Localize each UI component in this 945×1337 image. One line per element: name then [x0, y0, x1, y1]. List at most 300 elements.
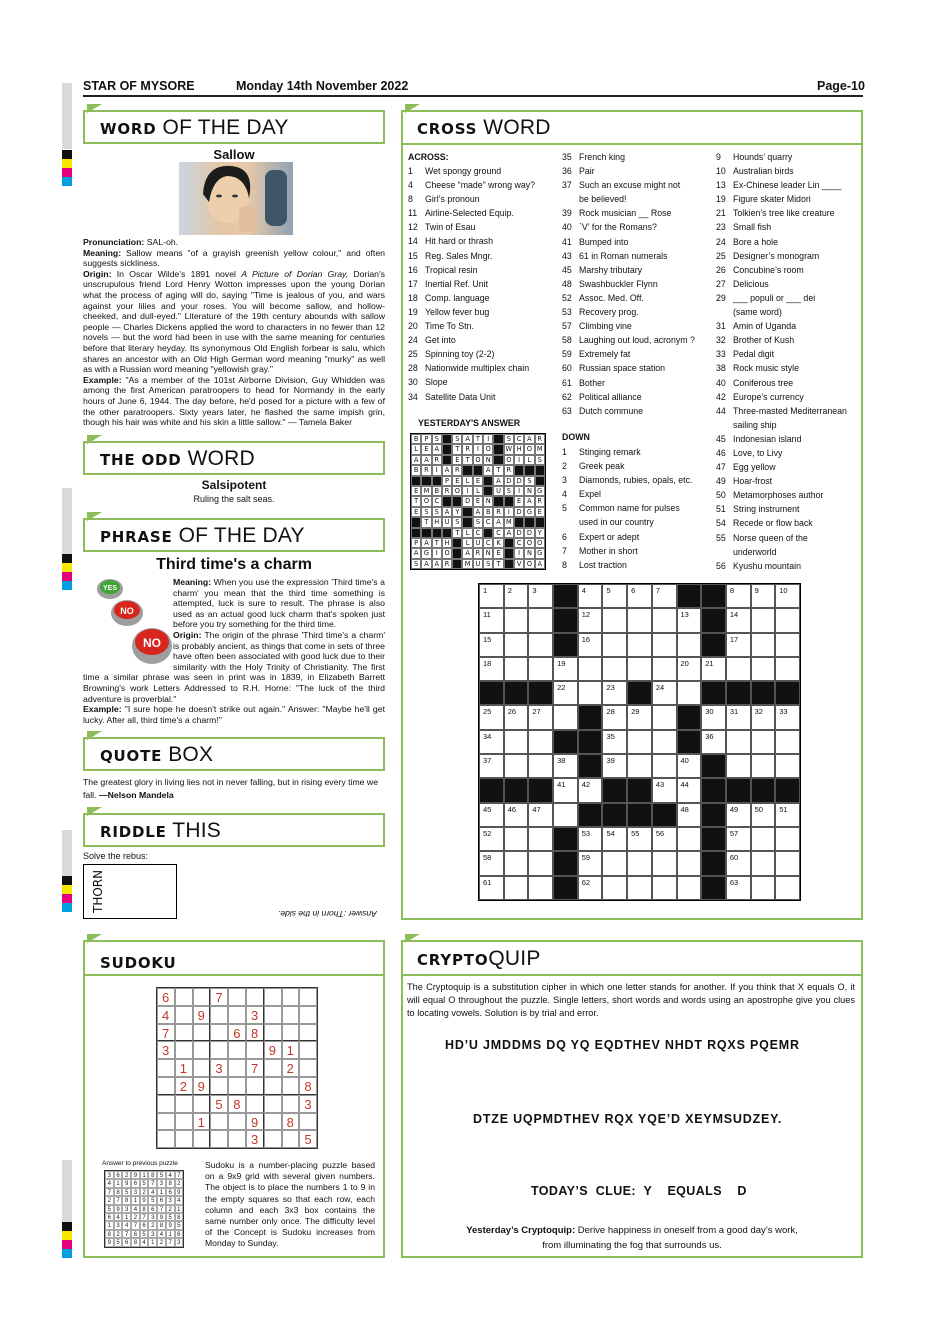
crossword-cell[interactable]	[528, 827, 553, 851]
crossword-cell[interactable]: 17	[726, 633, 751, 657]
crossword-cell[interactable]	[504, 633, 529, 657]
crossword-cell[interactable]	[627, 657, 652, 681]
sudoku-cell[interactable]	[282, 1077, 300, 1095]
crossword-cell[interactable]: 38	[553, 754, 578, 778]
crossword-cell[interactable]	[775, 633, 800, 657]
crossword-cell[interactable]	[751, 657, 776, 681]
crossword-cell[interactable]: 23	[602, 681, 627, 705]
crossword-cell[interactable]	[751, 754, 776, 778]
sudoku-cell[interactable]	[246, 1077, 264, 1095]
sudoku-cell[interactable]: 1	[175, 1059, 193, 1077]
crossword-cell[interactable]	[775, 876, 800, 900]
sudoku-cell[interactable]	[228, 1006, 246, 1024]
sudoku-cell[interactable]	[264, 1095, 282, 1113]
crossword-cell[interactable]: 43	[652, 778, 677, 802]
answer-cell: L	[473, 486, 483, 496]
sudoku-cell[interactable]	[299, 1006, 317, 1024]
answer-cell: S	[483, 559, 493, 569]
crossword-cell[interactable]	[627, 876, 652, 900]
flag-icon	[87, 512, 102, 521]
sudoku-cell[interactable]	[228, 1059, 246, 1077]
crossword-cell[interactable]: 59	[578, 851, 603, 875]
clue-item: 45 Marshy tributary	[562, 264, 643, 275]
previous-sudoku-cell: 4	[122, 1221, 131, 1229]
crossword-cell[interactable]	[652, 754, 677, 778]
sudoku-cell[interactable]	[264, 1113, 282, 1131]
crossword-cell[interactable]: 39	[602, 754, 627, 778]
crossword-cell	[701, 803, 726, 827]
clue-item: 52 Assoc. Med. Off.	[562, 292, 644, 303]
answer-cell: O	[452, 486, 462, 496]
crossword-cell[interactable]	[504, 876, 529, 900]
crossword-cell[interactable]	[751, 633, 776, 657]
crossword-cell[interactable]: 41	[553, 778, 578, 802]
previous-sudoku-cell: 6	[131, 1230, 140, 1238]
crossword-cell[interactable]: 45	[479, 803, 504, 827]
crossword-cell	[553, 730, 578, 754]
sudoku-cell[interactable]	[193, 988, 211, 1006]
clue-item: 27 Delicious	[716, 278, 769, 289]
crossword-cell[interactable]: 14	[726, 608, 751, 632]
crossword-cell[interactable]	[553, 705, 578, 729]
previous-sudoku-cell: 3	[166, 1196, 175, 1204]
crossword-cell[interactable]	[627, 754, 652, 778]
crossword-cell[interactable]	[677, 876, 702, 900]
crossword-cell[interactable]	[602, 608, 627, 632]
crossword-cell[interactable]	[627, 608, 652, 632]
crossword-cell[interactable]: 15	[479, 633, 504, 657]
sudoku-cell[interactable]	[157, 1113, 175, 1131]
crossword-cell[interactable]: 51	[775, 803, 800, 827]
clue-item: sailing ship	[733, 419, 777, 430]
crossword-cell[interactable]: 13	[677, 608, 702, 632]
crossword-cell	[578, 730, 603, 754]
crossword-cell[interactable]: 30	[701, 705, 726, 729]
previous-sudoku-cell: 1	[175, 1205, 184, 1213]
crossword-cell[interactable]: 19	[553, 657, 578, 681]
sudoku-cell[interactable]	[264, 1059, 282, 1077]
answer-cell: A	[411, 548, 421, 558]
crossword-cell[interactable]	[652, 633, 677, 657]
sudoku-cell[interactable]: 7	[246, 1059, 264, 1077]
crossword-cell[interactable]: 58	[479, 851, 504, 875]
crossword-cell[interactable]: 5	[602, 584, 627, 608]
flag-icon	[87, 731, 102, 740]
crossword-cell[interactable]: 16	[578, 633, 603, 657]
sudoku-cell[interactable]	[299, 1024, 317, 1042]
crossword-cell[interactable]: 49	[726, 803, 751, 827]
crossword-cell[interactable]	[602, 876, 627, 900]
answer-cell: R	[452, 465, 462, 475]
sudoku-cell[interactable]	[193, 1095, 211, 1113]
answer-cell: E	[452, 455, 462, 465]
sudoku-cell[interactable]	[282, 1006, 300, 1024]
sudoku-cell[interactable]: 1	[193, 1113, 211, 1131]
crossword-cell[interactable]	[504, 851, 529, 875]
answer-cell: C	[432, 496, 442, 506]
crossword-cell[interactable]	[504, 730, 529, 754]
crossword-cell[interactable]: 54	[602, 827, 627, 851]
crossword-cell[interactable]	[528, 876, 553, 900]
crossword-cell[interactable]: 6	[627, 584, 652, 608]
crossword-cell[interactable]: 27	[528, 705, 553, 729]
sudoku-cell[interactable]: 9	[264, 1041, 282, 1059]
answer-cell: S	[535, 455, 545, 465]
clue-item: 31 Amin of Uganda	[716, 321, 797, 332]
clue-item: 6 Expert or adept	[562, 531, 640, 542]
previous-sudoku-cell: 3	[175, 1238, 184, 1246]
crossword-cell[interactable]	[627, 730, 652, 754]
sudoku-cell[interactable]	[246, 988, 264, 1006]
answer-cell: K	[493, 538, 503, 548]
answer-cell: S	[452, 517, 462, 527]
clue-item: 40 Coniferous tree	[716, 377, 794, 388]
clue-item: 24 Bore a hole	[716, 236, 778, 247]
previous-sudoku-cell: 1	[131, 1196, 140, 1204]
sudoku-cell[interactable]	[175, 1095, 193, 1113]
sudoku-cell[interactable]: 5	[210, 1095, 228, 1113]
crossword-cell[interactable]	[602, 657, 627, 681]
clue-item: 24 Get into	[408, 335, 456, 346]
crossword-cell[interactable]: 8	[726, 584, 751, 608]
crossword-cell[interactable]	[528, 730, 553, 754]
answer-cell: S	[421, 507, 431, 517]
crossword-cell[interactable]: 57	[726, 827, 751, 851]
crossword-cell[interactable]: 56	[652, 827, 677, 851]
sudoku-cell[interactable]: 9	[193, 1006, 211, 1024]
crossword-cell[interactable]	[578, 657, 603, 681]
crossword-cell[interactable]: 31	[726, 705, 751, 729]
previous-sudoku-cell: 4	[131, 1205, 140, 1213]
crossword-cell[interactable]	[726, 730, 751, 754]
crossword-cell[interactable]: 55	[627, 827, 652, 851]
clue-item: 38 Rock music style	[716, 363, 799, 374]
sudoku-cell[interactable]	[210, 1006, 228, 1024]
sudoku-cell[interactable]	[157, 1077, 175, 1095]
answer-cell: S	[432, 434, 442, 444]
clue-item: 28 Nationwide multiplex chain	[408, 363, 530, 374]
sudoku-cell[interactable]: 3	[246, 1006, 264, 1024]
crossword-cell	[479, 778, 504, 802]
sudoku-cell[interactable]	[299, 988, 317, 1006]
crossword-cell[interactable]	[751, 827, 776, 851]
sudoku-cell[interactable]: 7	[157, 1024, 175, 1042]
crossword-cell[interactable]: 46	[504, 803, 529, 827]
sudoku-cell[interactable]	[193, 1130, 211, 1148]
crossword-cell[interactable]: 7	[652, 584, 677, 608]
sudoku-cell[interactable]	[282, 1130, 300, 1148]
sudoku-cell[interactable]	[175, 1041, 193, 1059]
cipher-line-1: HD’U JMDDMS DQ YQ EQDTHEV NHDT RQXS PQEMR	[445, 1038, 800, 1052]
answer-cell: U	[473, 559, 483, 569]
answer-cell	[504, 538, 514, 548]
previous-sudoku-cell: 5	[148, 1196, 157, 1204]
crossword-cell[interactable]	[677, 633, 702, 657]
crossword-cell[interactable]	[775, 730, 800, 754]
sudoku-cell[interactable]	[299, 1059, 317, 1077]
crossword-cell[interactable]: 21	[701, 657, 726, 681]
sudoku-cell[interactable]: 2	[282, 1059, 300, 1077]
sudoku-cell[interactable]	[157, 1095, 175, 1113]
odd-word: Salsipotent	[201, 478, 267, 492]
sudoku-cell[interactable]	[193, 1059, 211, 1077]
sudoku-cell[interactable]: 8	[246, 1024, 264, 1042]
answer-cell: R	[442, 559, 452, 569]
previous-sudoku-cell: 1	[105, 1221, 114, 1229]
previous-sudoku-cell: 7	[131, 1221, 140, 1229]
sudoku-cell[interactable]	[210, 1130, 228, 1148]
sudoku-cell[interactable]: 4	[157, 1006, 175, 1024]
answer-cell	[452, 496, 462, 506]
sudoku-cell[interactable]	[282, 988, 300, 1006]
crossword-cell[interactable]	[528, 608, 553, 632]
crossword-cell[interactable]: 3	[528, 584, 553, 608]
clue-item: 11 Airline-Selected Equip.	[408, 208, 514, 219]
sudoku-cell[interactable]	[175, 1024, 193, 1042]
sudoku-cell[interactable]: 5	[299, 1130, 317, 1148]
crossword-cell[interactable]	[775, 608, 800, 632]
crossword-cell[interactable]: 32	[751, 705, 776, 729]
sudoku-cell[interactable]: 9	[193, 1077, 211, 1095]
crossword-cell	[652, 803, 677, 827]
sudoku-cell[interactable]	[228, 1130, 246, 1148]
crossword-cell[interactable]: 52	[479, 827, 504, 851]
crossword-cell[interactable]	[602, 851, 627, 875]
clue-item: 13 Ex-Chinese leader Lin ____	[716, 180, 842, 191]
sudoku-grid[interactable]	[156, 987, 318, 1149]
answer-cell: D	[514, 476, 524, 486]
crossword-cell[interactable]	[627, 633, 652, 657]
sudoku-cell[interactable]: 8	[228, 1095, 246, 1113]
crossword-grid[interactable]	[478, 583, 801, 901]
sudoku-cell[interactable]	[264, 988, 282, 1006]
crossword-cell[interactable]: 48	[677, 803, 702, 827]
sudoku-cell[interactable]	[246, 1095, 264, 1113]
answer-cell: I	[514, 455, 524, 465]
crossword-cell[interactable]: 47	[528, 803, 553, 827]
clue-item: 44 Three-masted Mediterranean	[716, 405, 847, 416]
sudoku-cell[interactable]	[228, 1041, 246, 1059]
crossword-cell	[751, 778, 776, 802]
yesterday-label: YESTERDAY'S ANSWER	[418, 418, 521, 428]
crossword-cell[interactable]: 63	[726, 876, 751, 900]
crossword-cell[interactable]: 53	[578, 827, 603, 851]
crossword-cell[interactable]: 61	[479, 876, 504, 900]
answer-cell	[421, 476, 431, 486]
answer-cell	[411, 476, 421, 486]
sudoku-cell[interactable]	[210, 1024, 228, 1042]
sudoku-cell[interactable]	[157, 1059, 175, 1077]
sudoku-cell[interactable]	[210, 1041, 228, 1059]
crossword-cell[interactable]: 36	[701, 730, 726, 754]
crossword-cell[interactable]: 60	[726, 851, 751, 875]
crossword-cell[interactable]: 40	[677, 754, 702, 778]
previous-sudoku-cell: 4	[148, 1188, 157, 1196]
crossword-cell[interactable]: 28	[602, 705, 627, 729]
answer-cell: I	[514, 548, 524, 558]
answer-cell: U	[493, 486, 503, 496]
crossword-cell[interactable]: 37	[479, 754, 504, 778]
crossword-cell[interactable]	[528, 754, 553, 778]
crossword-cell[interactable]: 1	[479, 584, 504, 608]
crossword-cell[interactable]	[726, 657, 751, 681]
crossword-cell[interactable]	[775, 754, 800, 778]
previous-sudoku-cell: 5	[175, 1221, 184, 1229]
answer-cell	[462, 465, 472, 475]
crossword-cell[interactable]	[775, 657, 800, 681]
sudoku-cell[interactable]	[228, 1113, 246, 1131]
sudoku-cell[interactable]	[264, 1006, 282, 1024]
sudoku-cell[interactable]	[175, 1113, 193, 1131]
crossword-cell[interactable]: 50	[751, 803, 776, 827]
crossword-cell[interactable]	[652, 657, 677, 681]
crossword-cell[interactable]: 12	[578, 608, 603, 632]
crossword-cell[interactable]	[751, 851, 776, 875]
answer-cell: L	[524, 455, 534, 465]
answer-cell: T	[421, 517, 431, 527]
crossword-cell[interactable]	[775, 851, 800, 875]
sudoku-cell[interactable]	[264, 1024, 282, 1042]
crossword-cell[interactable]: 34	[479, 730, 504, 754]
crossword-cell[interactable]: 11	[479, 608, 504, 632]
sudoku-cell[interactable]	[264, 1130, 282, 1148]
sudoku-cell[interactable]	[175, 1130, 193, 1148]
sudoku-cell[interactable]	[193, 1041, 211, 1059]
sudoku-cell[interactable]	[264, 1077, 282, 1095]
answer-cell: E	[411, 486, 421, 496]
crossword-cell[interactable]	[751, 876, 776, 900]
answer-cell: O	[504, 455, 514, 465]
previous-sudoku-cell: 9	[114, 1205, 123, 1213]
crossword-cell[interactable]: 33	[775, 705, 800, 729]
answer-cell: N	[524, 548, 534, 558]
answer-cell: O	[524, 538, 534, 548]
sudoku-cell[interactable]	[175, 1006, 193, 1024]
crossword-cell[interactable]	[578, 681, 603, 705]
crossword-cell[interactable]	[726, 754, 751, 778]
answer-cell: R	[462, 444, 472, 454]
sudoku-cell[interactable]	[157, 1130, 175, 1148]
sudoku-cell[interactable]	[299, 1113, 317, 1131]
crossword-cell[interactable]: 62	[578, 876, 603, 900]
previous-sudoku-cell: 8	[122, 1196, 131, 1204]
crossword-cell[interactable]	[751, 730, 776, 754]
crossword-cell[interactable]: 22	[553, 681, 578, 705]
crossword-cell[interactable]	[677, 681, 702, 705]
crossword-cell[interactable]	[652, 705, 677, 729]
crossword-cell[interactable]: 10	[775, 584, 800, 608]
crossword-cell[interactable]: 4	[578, 584, 603, 608]
sudoku-cell[interactable]: 2	[175, 1077, 193, 1095]
answer-cell: T	[493, 559, 503, 569]
sudoku-cell[interactable]: 3	[210, 1059, 228, 1077]
crossword-cell[interactable]	[504, 657, 529, 681]
crossword-cell[interactable]	[504, 754, 529, 778]
crossword-cell[interactable]	[528, 657, 553, 681]
sudoku-cell[interactable]	[246, 1041, 264, 1059]
sudoku-cell[interactable]	[228, 1077, 246, 1095]
previous-sudoku-cell: 8	[114, 1188, 123, 1196]
crossword-cell[interactable]	[602, 633, 627, 657]
answer-cell	[514, 465, 524, 475]
crossword-cell	[726, 778, 751, 802]
crossword-cell[interactable]	[652, 730, 677, 754]
sudoku-cell[interactable]: 3	[157, 1041, 175, 1059]
sudoku-cell[interactable]	[299, 1041, 317, 1059]
sudoku-cell[interactable]: 8	[282, 1113, 300, 1131]
crossword-cell[interactable]	[627, 851, 652, 875]
sudoku-cell[interactable]	[210, 1113, 228, 1131]
clue-item: 4 Cheese “made” wrong way?	[408, 180, 536, 191]
crossword-cell[interactable]	[504, 827, 529, 851]
crossword-cell[interactable]	[528, 851, 553, 875]
clue-item: 1 Stinging remark	[562, 447, 641, 457]
crossword-cell[interactable]: 25	[479, 705, 504, 729]
clue-item: 25 Designer’s monogram	[716, 250, 820, 261]
crossword-cell[interactable]	[504, 608, 529, 632]
sudoku-cell[interactable]: 6	[157, 988, 175, 1006]
sudoku-cell[interactable]	[193, 1024, 211, 1042]
answer-cell: W	[505, 445, 513, 454]
sudoku-cell[interactable]	[282, 1024, 300, 1042]
crossword-cell[interactable]: 20	[677, 657, 702, 681]
sudoku-cell[interactable]: 6	[228, 1024, 246, 1042]
answer-cell	[514, 517, 524, 527]
sudoku-cell[interactable]	[228, 988, 246, 1006]
crossword-cell[interactable]: 24	[652, 681, 677, 705]
sudoku-cell[interactable]	[175, 988, 193, 1006]
sudoku-cell[interactable]: 7	[210, 988, 228, 1006]
crossword-cell[interactable]	[528, 633, 553, 657]
previous-sudoku-cell: 3	[131, 1188, 140, 1196]
crossword-cell[interactable]	[677, 827, 702, 851]
crossword-cell[interactable]: 42	[578, 778, 603, 802]
crossword-cell[interactable]: 26	[504, 705, 529, 729]
crossword-cell[interactable]	[751, 608, 776, 632]
answer-cell: S	[504, 486, 514, 496]
crossword-cell[interactable]	[652, 851, 677, 875]
crossword-cell[interactable]: 44	[677, 778, 702, 802]
clue-item: 42 Europe’s currency	[716, 391, 804, 402]
phrase-text: Third time's a charm	[156, 556, 312, 573]
print-marks	[62, 876, 72, 912]
crossword-cell[interactable]: 9	[751, 584, 776, 608]
answer-cell	[524, 465, 534, 475]
crossword-cell[interactable]	[553, 803, 578, 827]
clue-item: 45 Indonesian island	[716, 433, 802, 444]
sudoku-cell[interactable]: 3	[246, 1130, 264, 1148]
crossword-cell[interactable]	[677, 851, 702, 875]
crossword-cell[interactable]	[652, 876, 677, 900]
flag-icon	[405, 934, 420, 943]
clue-item: 8 Lost traction	[562, 559, 627, 570]
sudoku-cell[interactable]	[282, 1095, 300, 1113]
crossword-cell[interactable]: 2	[504, 584, 529, 608]
answer-cell: L	[411, 444, 421, 454]
crossword-cell[interactable]: 35	[602, 730, 627, 754]
sudoku-cell[interactable]	[210, 1077, 228, 1095]
sudoku-cell[interactable]: 9	[246, 1113, 264, 1131]
crossword-cell[interactable]: 18	[479, 657, 504, 681]
crossword-cell[interactable]: 29	[627, 705, 652, 729]
sudoku-cell[interactable]: 1	[282, 1041, 300, 1059]
crossword-cell[interactable]	[652, 608, 677, 632]
sudoku-cell[interactable]: 8	[299, 1077, 317, 1095]
clue-item: 37 Such an excuse might not	[562, 180, 681, 191]
crossword-cell[interactable]	[775, 827, 800, 851]
clue-item: 19 Yellow fever bug	[408, 306, 490, 317]
sudoku-cell[interactable]: 3	[299, 1095, 317, 1113]
